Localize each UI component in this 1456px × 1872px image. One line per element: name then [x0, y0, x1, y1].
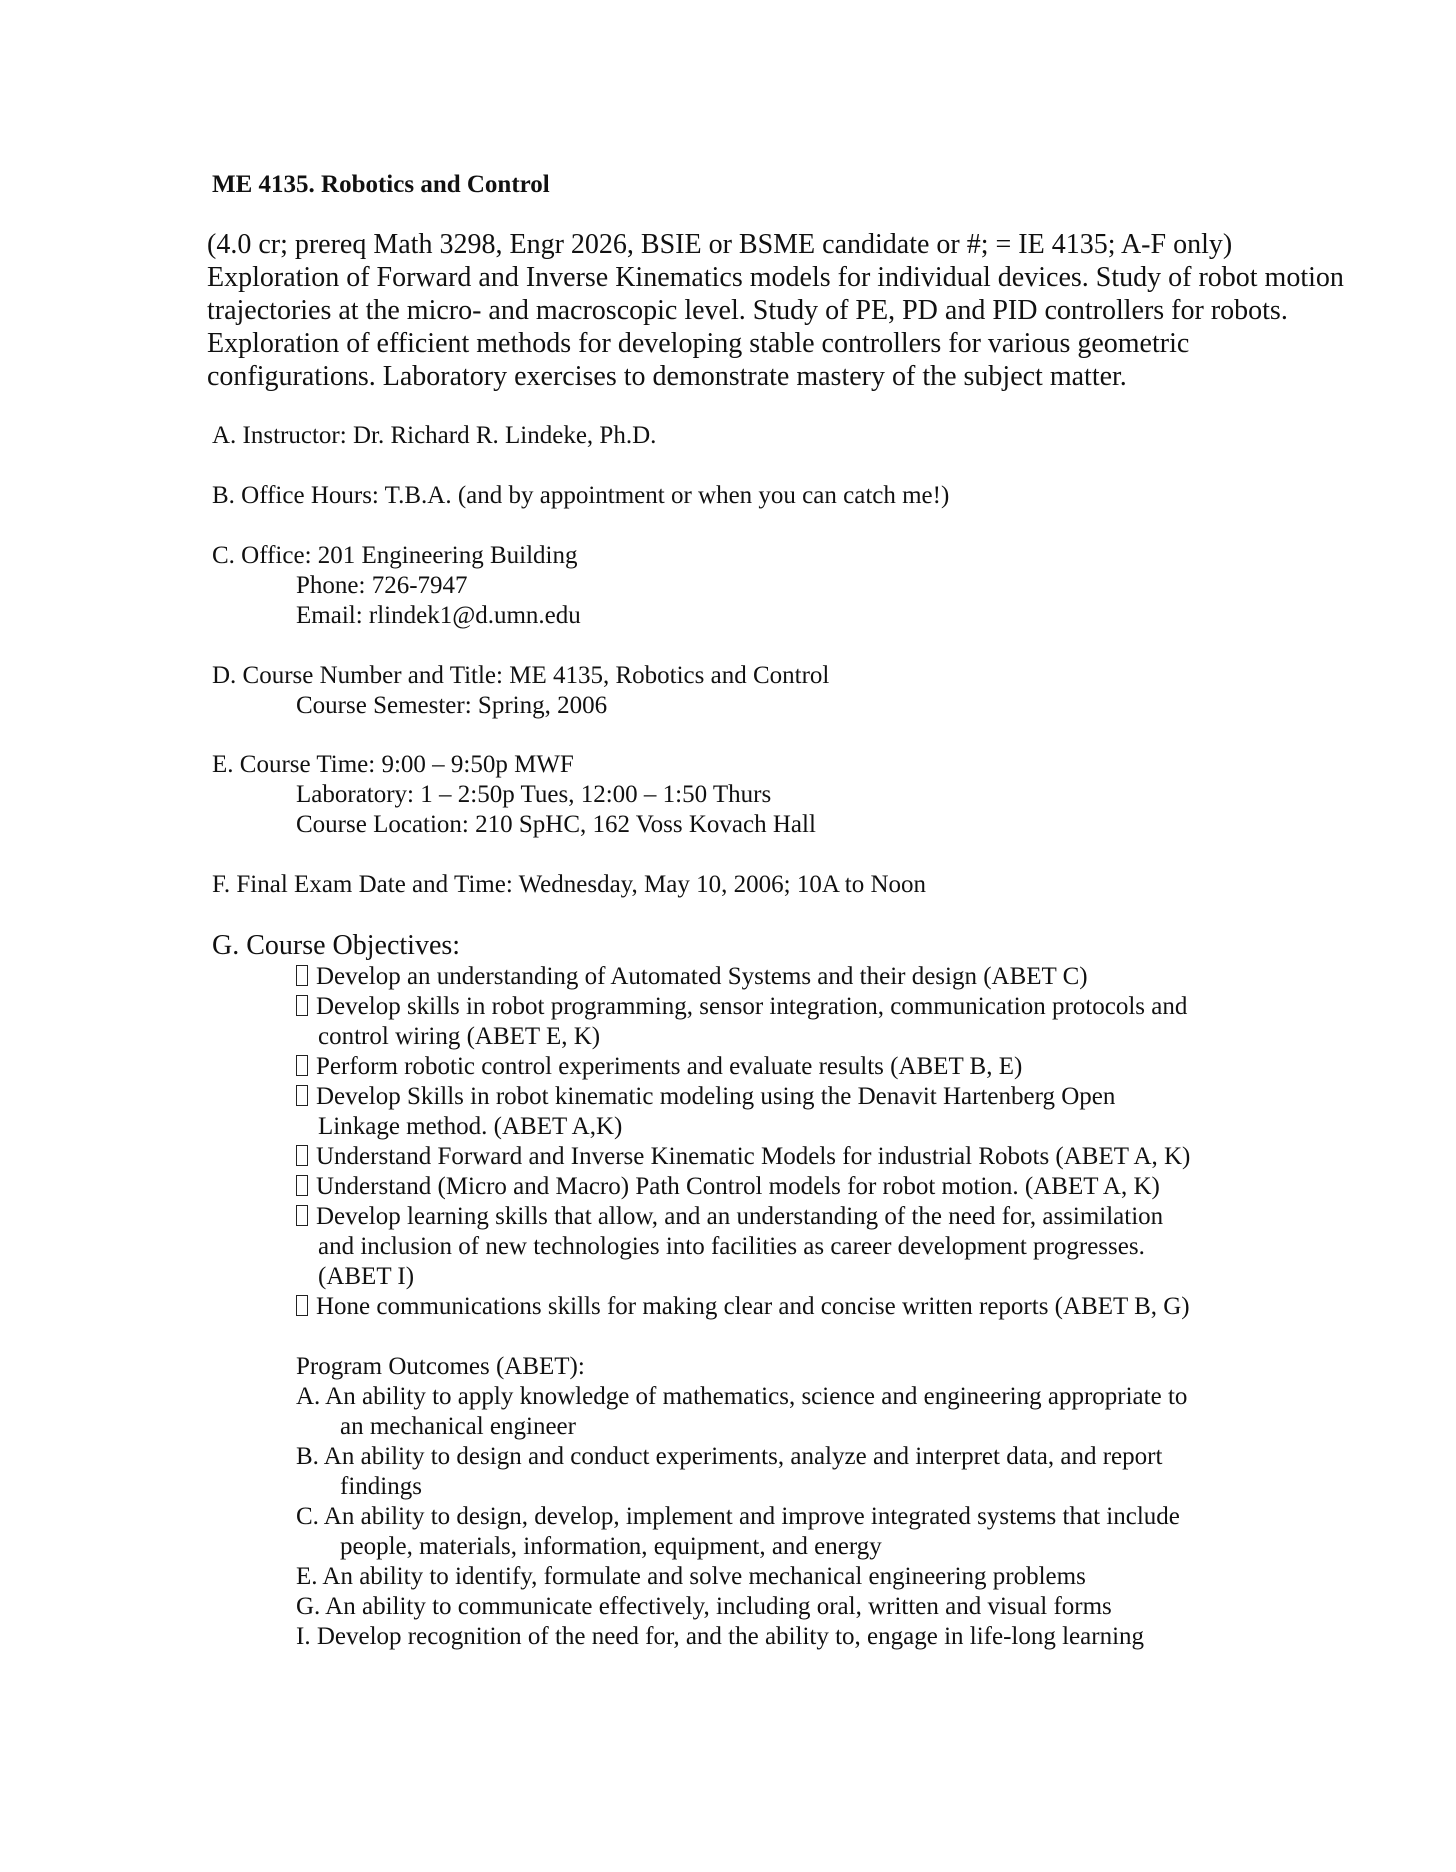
- course-time-line: E. Course Time: 9:00 – 9:50p MWF: [212, 751, 574, 778]
- office-hours-line: B. Office Hours: T.B.A. (and by appointment or when you can catch me!): [212, 482, 950, 509]
- instructor-line: A. Instructor: Dr. Richard R. Lindeke, Ph.D.: [212, 422, 657, 449]
- outcome-continuation: findings: [340, 1473, 422, 1500]
- outcome-item: G. An ability to communicate effectively, including oral, written and visual forms: [296, 1593, 1112, 1620]
- objective-text: Hone communications skills for making clear and concise written reports (ABET B, G): [316, 1293, 1190, 1320]
- description-line: (4.0 cr; prereq Math 3298, Engr 2026, BSIE or BSME candidate or #; = IE 4135; A-F only): [207, 229, 1233, 260]
- laboratory-line: Laboratory: 1 – 2:50p Tues, 12:00 – 1:50 Thurs: [296, 781, 772, 808]
- checkbox-icon: [296, 1205, 308, 1226]
- course-description: [207, 228, 1407, 393]
- checkbox-icon: [296, 1295, 308, 1316]
- objective-text: Develop an understanding of Automated Systems and their design (ABET C): [316, 963, 1088, 990]
- objective-item: [296, 1052, 1022, 1082]
- phone-line: Phone: 726-7947: [296, 572, 468, 599]
- objective-item: [296, 1082, 1115, 1112]
- objective-text: Understand (Micro and Macro) Path Control models for robot motion. (ABET A, K): [316, 1173, 1160, 1200]
- objective-text: Develop Skills in robot kinematic modeling using the Denavit Hartenberg Open: [316, 1083, 1116, 1110]
- final-exam-line: F. Final Exam Date and Time: Wednesday, May 10, 2006; 10A to Noon: [212, 871, 927, 898]
- outcome-item: A. An ability to apply knowledge of mathematics, science and engineering appropriate to: [296, 1383, 1188, 1410]
- checkbox-icon: [296, 1055, 308, 1076]
- objective-item: [296, 1172, 1160, 1202]
- course-number-line: D. Course Number and Title: ME 4135, Robotics and Control: [212, 662, 830, 689]
- outcome-item: E. An ability to identify, formulate and solve mechanical engineering problems: [296, 1563, 1086, 1590]
- objective-text: Develop learning skills that allow, and an understanding of the need for, assimilation: [316, 1203, 1164, 1230]
- outcome-continuation: people, materials, information, equipment, and energy: [340, 1533, 882, 1560]
- objective-continuation: control wiring (ABET E, K): [318, 1023, 601, 1050]
- checkbox-icon: [296, 1175, 308, 1196]
- checkbox-icon: [296, 1145, 308, 1166]
- outcome-item: C. An ability to design, develop, implement and improve integrated systems that include: [296, 1503, 1180, 1530]
- objective-item: [296, 962, 1088, 992]
- description-line: Exploration of Forward and Inverse Kinematics models for individual devices. Study of robot motion: [207, 262, 1344, 293]
- semester-line: Course Semester: Spring, 2006: [296, 692, 608, 719]
- objective-item: [296, 1142, 1190, 1172]
- description-line: trajectories at the micro- and macroscopic level. Study of PE, PD and PID controllers for robots.: [207, 295, 1288, 326]
- location-line: Course Location: 210 SpHC, 162 Voss Kovach Hall: [296, 811, 816, 838]
- outcome-item: I. Develop recognition of the need for, and the ability to, engage in life-long learning: [296, 1623, 1145, 1650]
- objective-item: [296, 992, 1187, 1022]
- checkbox-icon: [296, 965, 308, 986]
- objective-continuation: Linkage method. (ABET A,K): [318, 1113, 623, 1140]
- checkbox-icon: [296, 1085, 308, 1106]
- description-line: Exploration of efficient methods for developing stable controllers for various geometric: [207, 328, 1190, 359]
- program-outcomes-heading: Program Outcomes (ABET):: [296, 1353, 585, 1380]
- course-title: ME 4135. Robotics and Control: [212, 171, 550, 198]
- objective-text: Perform robotic control experiments and evaluate results (ABET B, E): [316, 1053, 1023, 1080]
- office-line: C. Office: 201 Engineering Building: [212, 542, 578, 569]
- objective-item: [296, 1292, 1190, 1322]
- objective-text: Understand Forward and Inverse Kinematic Models for industrial Robots (ABET A, K): [316, 1143, 1191, 1170]
- objective-continuation: (ABET I): [318, 1263, 415, 1290]
- outcome-item: B. An ability to design and conduct experiments, analyze and interpret data, and report: [296, 1443, 1163, 1470]
- objective-text: Develop skills in robot programming, sensor integration, communication protocols and: [316, 993, 1188, 1020]
- checkbox-icon: [296, 995, 308, 1016]
- objectives-heading: G. Course Objectives:: [212, 930, 461, 961]
- objective-item: [296, 1202, 1163, 1232]
- outcome-continuation: an mechanical engineer: [340, 1413, 576, 1440]
- objective-continuation: and inclusion of new technologies into facilities as career development progresses.: [318, 1233, 1145, 1260]
- email-line: Email: rlindek1@d.umn.edu: [296, 602, 581, 629]
- description-line: configurations. Laboratory exercises to demonstrate mastery of the subject matter.: [207, 361, 1127, 392]
